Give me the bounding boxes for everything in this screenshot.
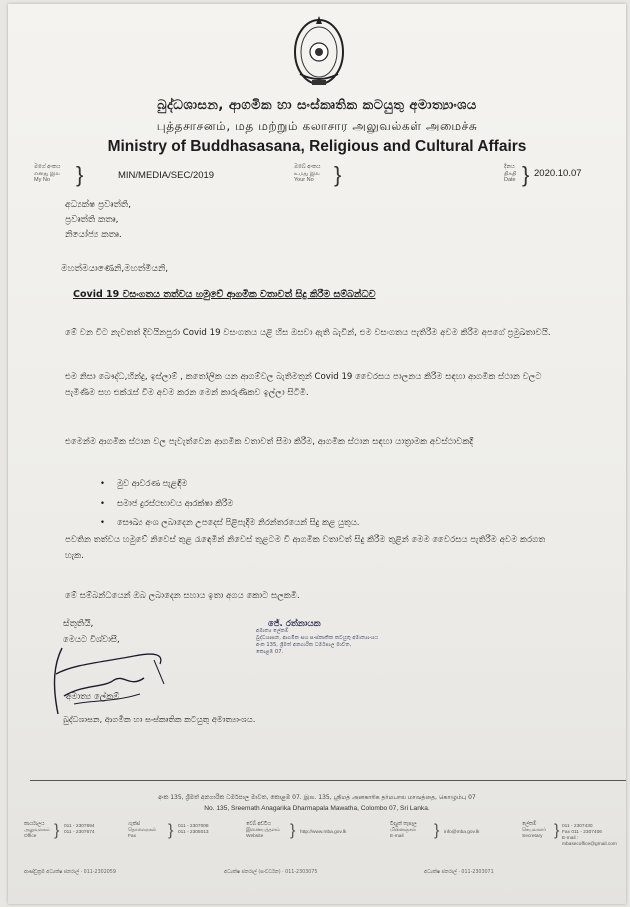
guideline-list	[100, 474, 359, 533]
reference-row	[34, 162, 624, 198]
footer-bottom-item: අධ්‍යක්ෂ ජනරාල් (සංවර්ධන) · 011-2303075	[224, 870, 318, 875]
body-paragraph-2: එම නිසා බෞද්ධ,හින්දු, ඉස්ලාම් , කතෝලික යන ආගම්වල බැතිමතුන් Covid 19 වෛරසය පාලනය කිරීම සඳහා ආගමික ස්ථාන වලට පැමිණීම සහ එක්රැස් වීම අවම කරන මෙන් කාරුණිකව ඉල්ලා සිටිමි.	[65, 372, 542, 398]
body-paragraph-3: එමෙන්ම ආගමික ස්ථාන වල පැවැත්වෙන ආගමික වතාවත් සීමා කිරීම, ආගමික ස්ථාන සඳහා යාත්‍රාමක අවස්ථාවකදී	[65, 437, 474, 447]
stamp-line: අමාත්‍ය ලේකම්	[256, 628, 289, 634]
contact-label: විද්‍යුත් තැපෑල மின்னஞ்சல் E-mail	[390, 822, 417, 839]
ministry-name-sinhala: බුද්ධශාසන, ආගමික හා සංස්කෘතික කටයුතු අමාත්‍යාංශය	[157, 98, 477, 113]
brace-icon: }	[168, 822, 174, 839]
contact-value: 011 - 2307008 011 - 2305013	[178, 824, 209, 835]
brace-icon: }	[434, 822, 440, 839]
contact-value: 011 - 2307694 011 - 2307674	[64, 824, 95, 835]
your-no-brace: }	[334, 162, 342, 187]
addressee-line: නියෝජ්‍ය කතෘ.	[65, 230, 122, 240]
footer-divider	[30, 780, 626, 781]
signatory-title: අමාත්‍ය ලේකම්	[66, 692, 120, 702]
closing-faithfully: මෙයට විශ්වාසී,	[63, 635, 120, 645]
brace-icon: }	[554, 822, 560, 839]
national-emblem-icon	[290, 12, 348, 90]
contact-value: 011 - 2307430 Fax 011 - 2307406 E-mail : mbasecoffice@gmail.com	[562, 824, 617, 847]
body-paragraph-5: මේ සම්බන්ධයෙන් ඔබ ලබාදෙන සහාය ඉතා අගය කොට සලකමි.	[65, 591, 300, 601]
brace-icon: }	[54, 822, 60, 839]
my-no-label: මගේ අංකය எனது இல My No	[34, 164, 61, 183]
footer-bottom-item: ආණ්ඩුක්‍රම අධ්‍යක්ෂ ජනරාල් · 011-2302059	[24, 870, 116, 875]
contact-label: ලේකම් செயலாளர் Secretary	[522, 822, 546, 839]
contact-label: ෆැක්ස් தொலைநகல் Fax	[128, 822, 157, 839]
list-item: • සෞඛ්‍ය අංශ ලබාදෙන උපදෙස් පිළිපැදීම නිරන්තරයෙන් සිදු කළ යුතුය.	[100, 513, 359, 533]
contact-label: වෙබ් අඩවිය இணையத்தளம் Website	[246, 822, 280, 839]
footer-address-english: No. 135, Sreemath Anagarika Dharmapala Mawatha, Colombo 07, Sri Lanka.	[204, 805, 430, 812]
my-no-value: MIN/MEDIA/SEC/2019	[118, 170, 215, 181]
addressee-line: ප්‍රවෘත්ති කතෘ,	[65, 215, 119, 225]
handwritten-signature	[44, 644, 174, 724]
ministry-signoff: බුද්ධශාසන, ආගමික හා සංස්කෘතික කටයුතු අමාත්‍යාංශය.	[63, 714, 256, 724]
stamp-line: අංක 135, ශ්‍රීමත් අනගාරික ධර්මපාල මාවත,	[256, 642, 352, 648]
contact-value[interactable]: info@mba.gov.lk	[444, 830, 480, 835]
official-stamp	[256, 621, 396, 656]
stamp-line: කොළඹ 07.	[256, 649, 284, 655]
addressee-line: අධ්‍යක්ෂ ප්‍රවෘත්ති,	[65, 200, 131, 210]
letter-page	[8, 4, 626, 904]
ministry-name-english: Ministry of Buddhasasana, Religious and Cultural Affairs	[107, 138, 527, 155]
salutation: මහත්මයාණෙනි,මහත්මියනි,	[61, 264, 169, 274]
my-no-brace: }	[76, 162, 84, 187]
contact-label: කාර්යාලය அலுவலகம் Office	[24, 822, 50, 839]
list-item: • සමාජ දුරස්ථභාවය ආරක්ෂා කිරීම	[100, 494, 359, 514]
footer-contacts	[24, 822, 624, 862]
your-no-label: ඔබේ අංකය உமது இல Your No	[294, 164, 321, 183]
subject-line: Covid 19 වසංගතය තත්වය හමුවේ ආගමික වතාවත් සිදු කිරීම සම්බන්ධව	[73, 289, 376, 300]
date-label: දිනය திகதி Date	[504, 164, 517, 183]
stamp-line: බුද්ධශාසන, ආගමික සහ සංස්කෘතික කටයුතු අමාත්‍යාංශය	[256, 635, 379, 641]
contact-value[interactable]: http://www.mba.gov.lk	[300, 830, 347, 835]
body-paragraph-1: මේ වන විට නැවතත් දිවයිනපුරා Covid 19 වසංගතය යළි හිස ඔසවා ඇති බැවින්, එම වසංගතය පැතිරීම අවම කිරීම අපගේ ප්‍රමුඛතාවයි.	[65, 328, 551, 338]
closing-thanks: ස්තුතියි,	[63, 619, 94, 629]
body-paragraph-4: පවතින තත්වය හමුවේ නිවෙස් තුළ රැඳෙමින් නිවෙස් තුළටම වී ආගමික වතාවත් සිදු කිරීම තුළින් මෙම වෛරසය පැතිරීම අවම කරගත හැක.	[65, 535, 546, 561]
list-item: • මුව ආවරණ පැළඳීම	[100, 474, 359, 494]
stamp-name: ජේ. රත්නායක	[268, 619, 321, 629]
addressee-block	[65, 198, 131, 243]
ministry-name-tamil: புத்தசாசனம், மத மற்றும் கலாசார அலுவல்கள் அமைச்சு	[156, 119, 478, 133]
footer-address-local: අංක 135, ශ්‍රීමත් අනගාරික ධර්මපාල මාවත, කොළඹ 07. இல. 135, ஸ்ரீமத் அனகாரிக தர்மபால மாவத்தை, கொழும்பு 07	[158, 794, 476, 801]
brace-icon: }	[290, 822, 296, 839]
date-value: 2020.10.07	[534, 168, 582, 179]
footer-bottom-item: අධ්‍යක්ෂ ජනරාල් · 011-2303071	[424, 870, 494, 875]
date-brace: }	[522, 162, 530, 187]
